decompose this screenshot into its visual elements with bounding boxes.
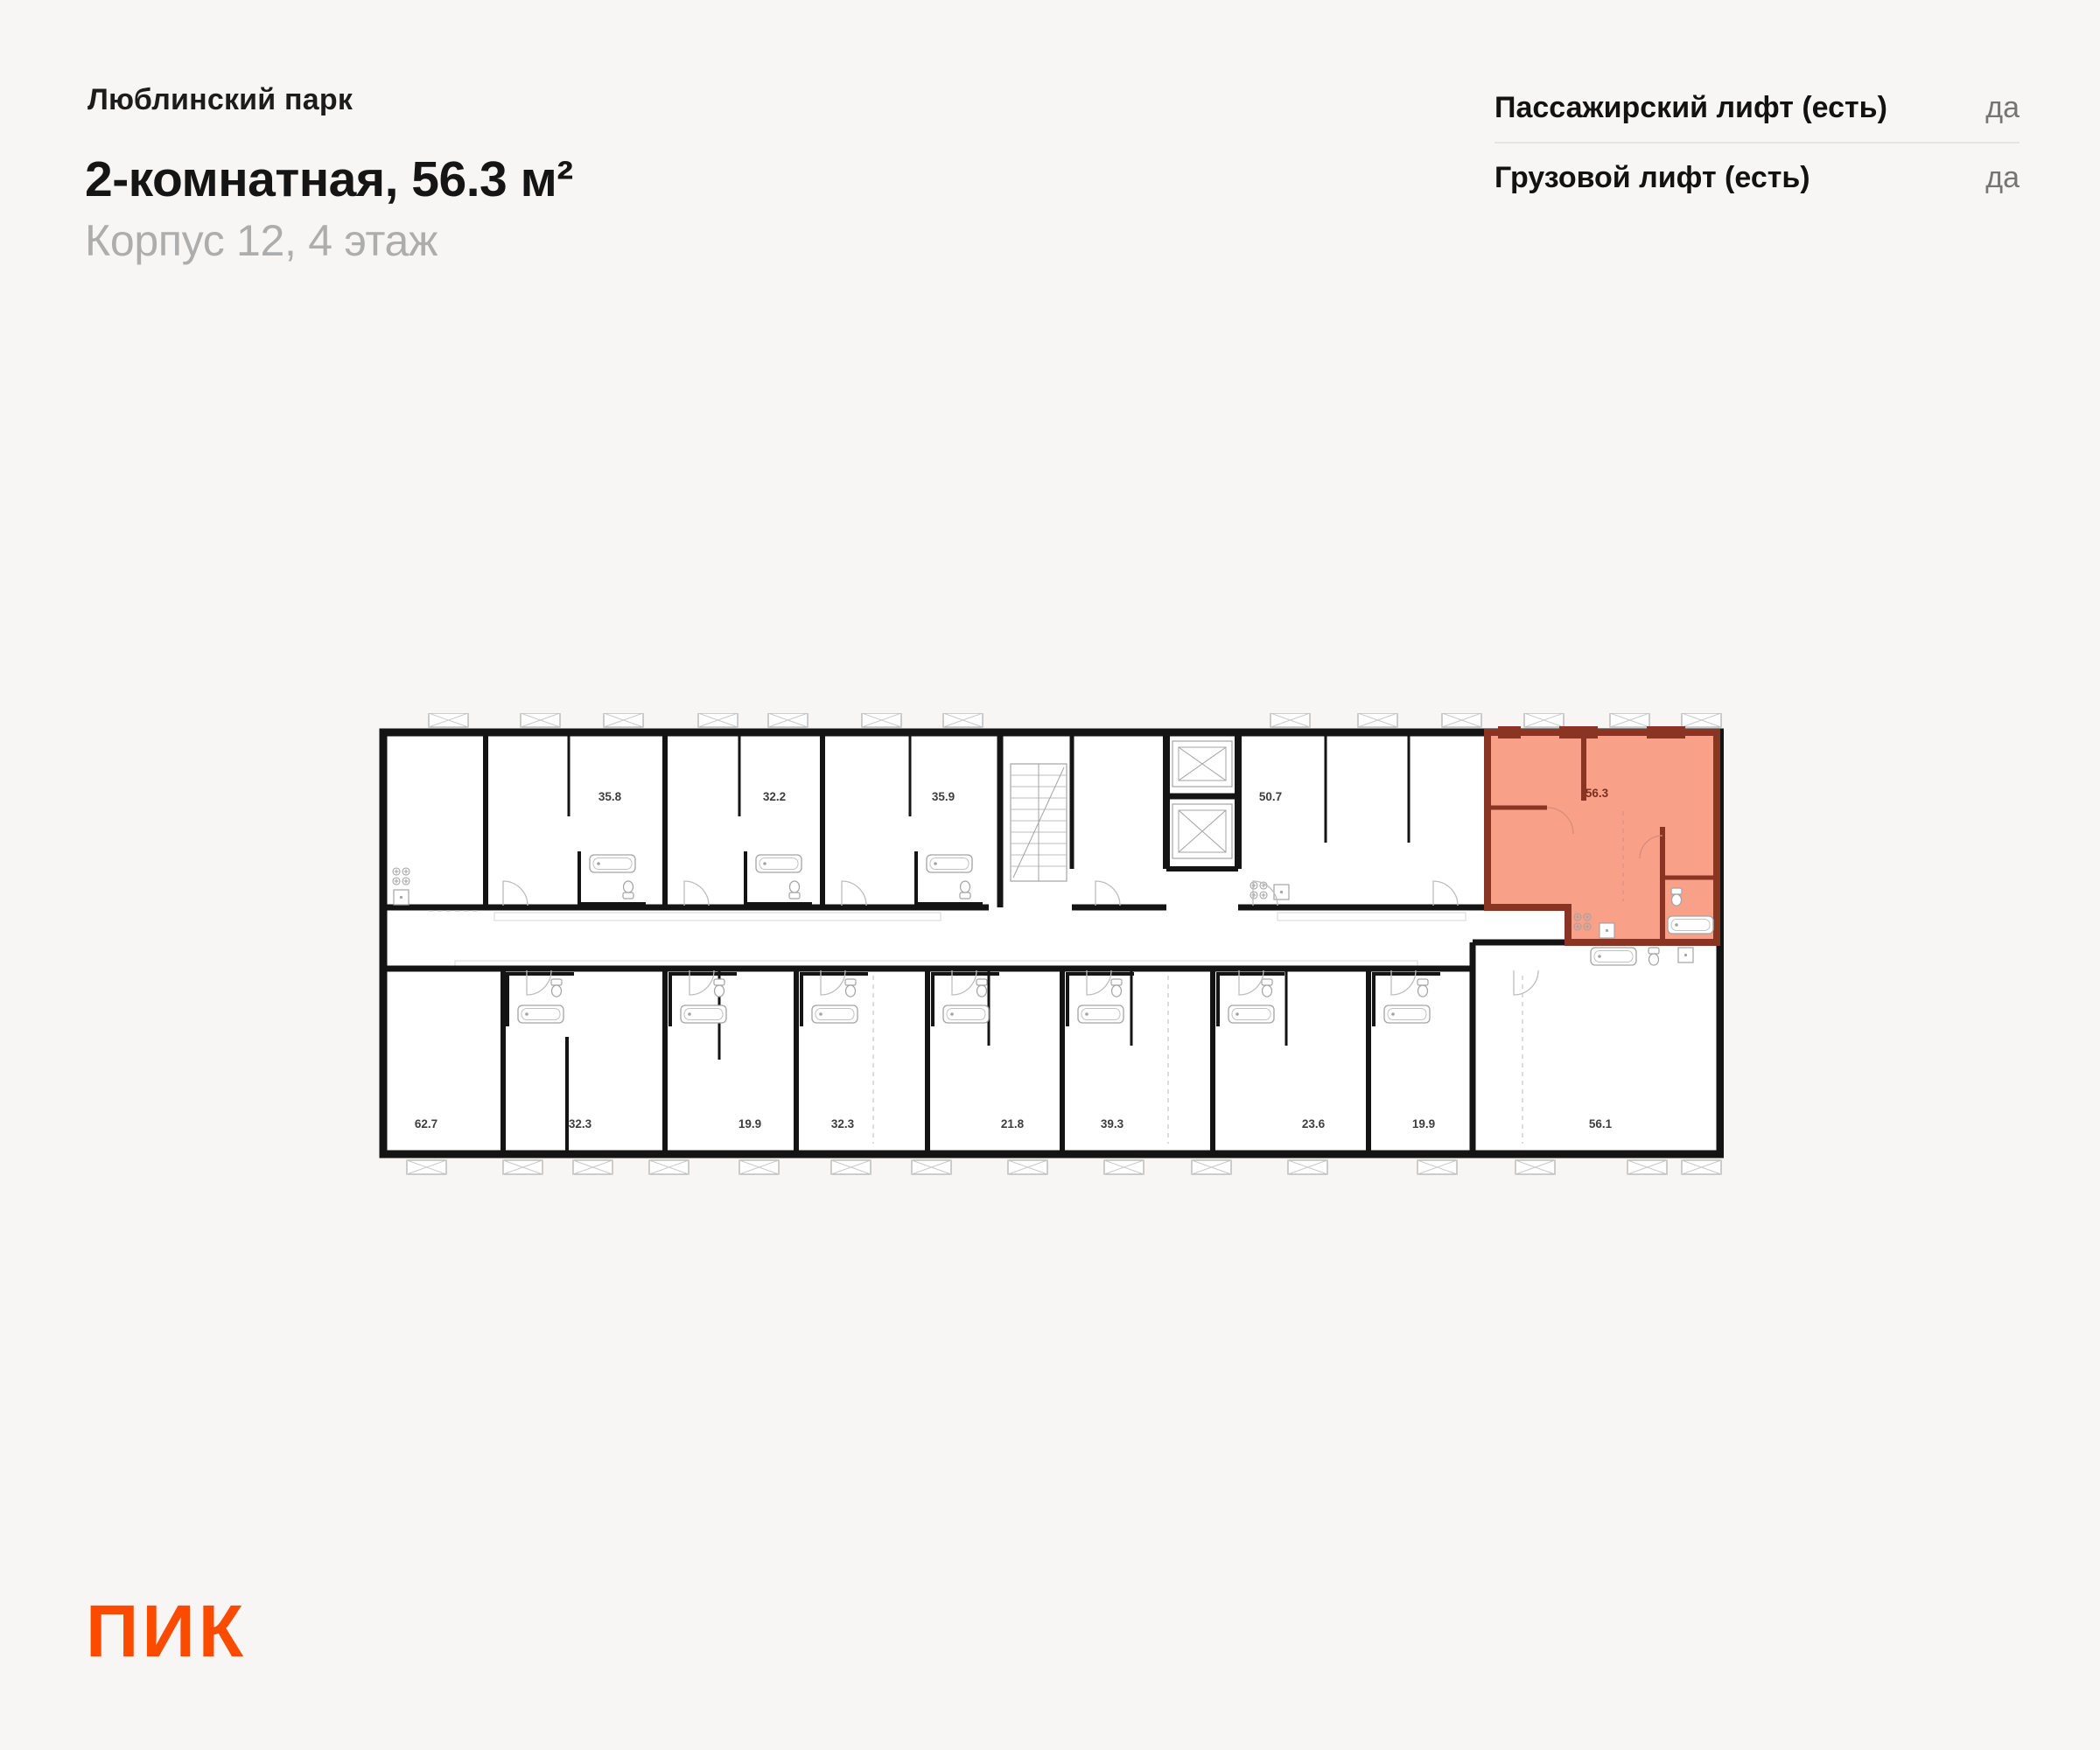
unit-area-label: 32.3 <box>568 1117 592 1130</box>
unit-area-label: 39.3 <box>1100 1117 1124 1130</box>
unit-area-label: 50.7 <box>1258 790 1283 803</box>
pik-logo: ПИК <box>86 1590 248 1672</box>
page-subtitle: Корпус 12, 4 этаж <box>85 216 438 265</box>
unit-area-label: 35.8 <box>598 790 622 803</box>
balconies-bottom <box>407 1160 1721 1174</box>
spec-label: Грузовой лифт (есть) <box>1494 160 1810 194</box>
unit-area-label: 19.9 <box>1411 1117 1436 1130</box>
spec-label: Пассажирский лифт (есть) <box>1494 90 1887 124</box>
spec-row-passenger-lift <box>1494 74 2020 142</box>
unit-area-label: 32.2 <box>762 790 787 803</box>
spec-value: да <box>1985 90 2020 124</box>
unit-area-label: 56.1 <box>1588 1117 1613 1130</box>
highlighted-apartment-shape[interactable] <box>1488 732 1717 942</box>
lift-specs <box>1494 74 2020 212</box>
unit-area-label: 32.3 <box>830 1117 855 1130</box>
balconies-top <box>429 713 1721 727</box>
page-title: 2-комнатная, 56.3 м² <box>85 151 573 207</box>
highlighted-unit-area-label: 56.3 <box>1585 787 1609 800</box>
project-name: Люблинский парк <box>88 83 354 116</box>
unit-area-label: 62.7 <box>414 1117 438 1130</box>
spec-value: да <box>1985 160 2020 194</box>
unit-area-label: 21.8 <box>1000 1117 1025 1130</box>
floor-plan-svg <box>376 713 1724 1181</box>
spec-row-cargo-lift <box>1494 144 2020 212</box>
unit-area-label: 19.9 <box>738 1117 762 1130</box>
unit-area-label: 35.9 <box>931 790 956 803</box>
highlighted-apartment[interactable] <box>1488 726 1717 942</box>
unit-area-label: 23.6 <box>1301 1117 1326 1130</box>
floor-plan <box>376 713 1724 1181</box>
